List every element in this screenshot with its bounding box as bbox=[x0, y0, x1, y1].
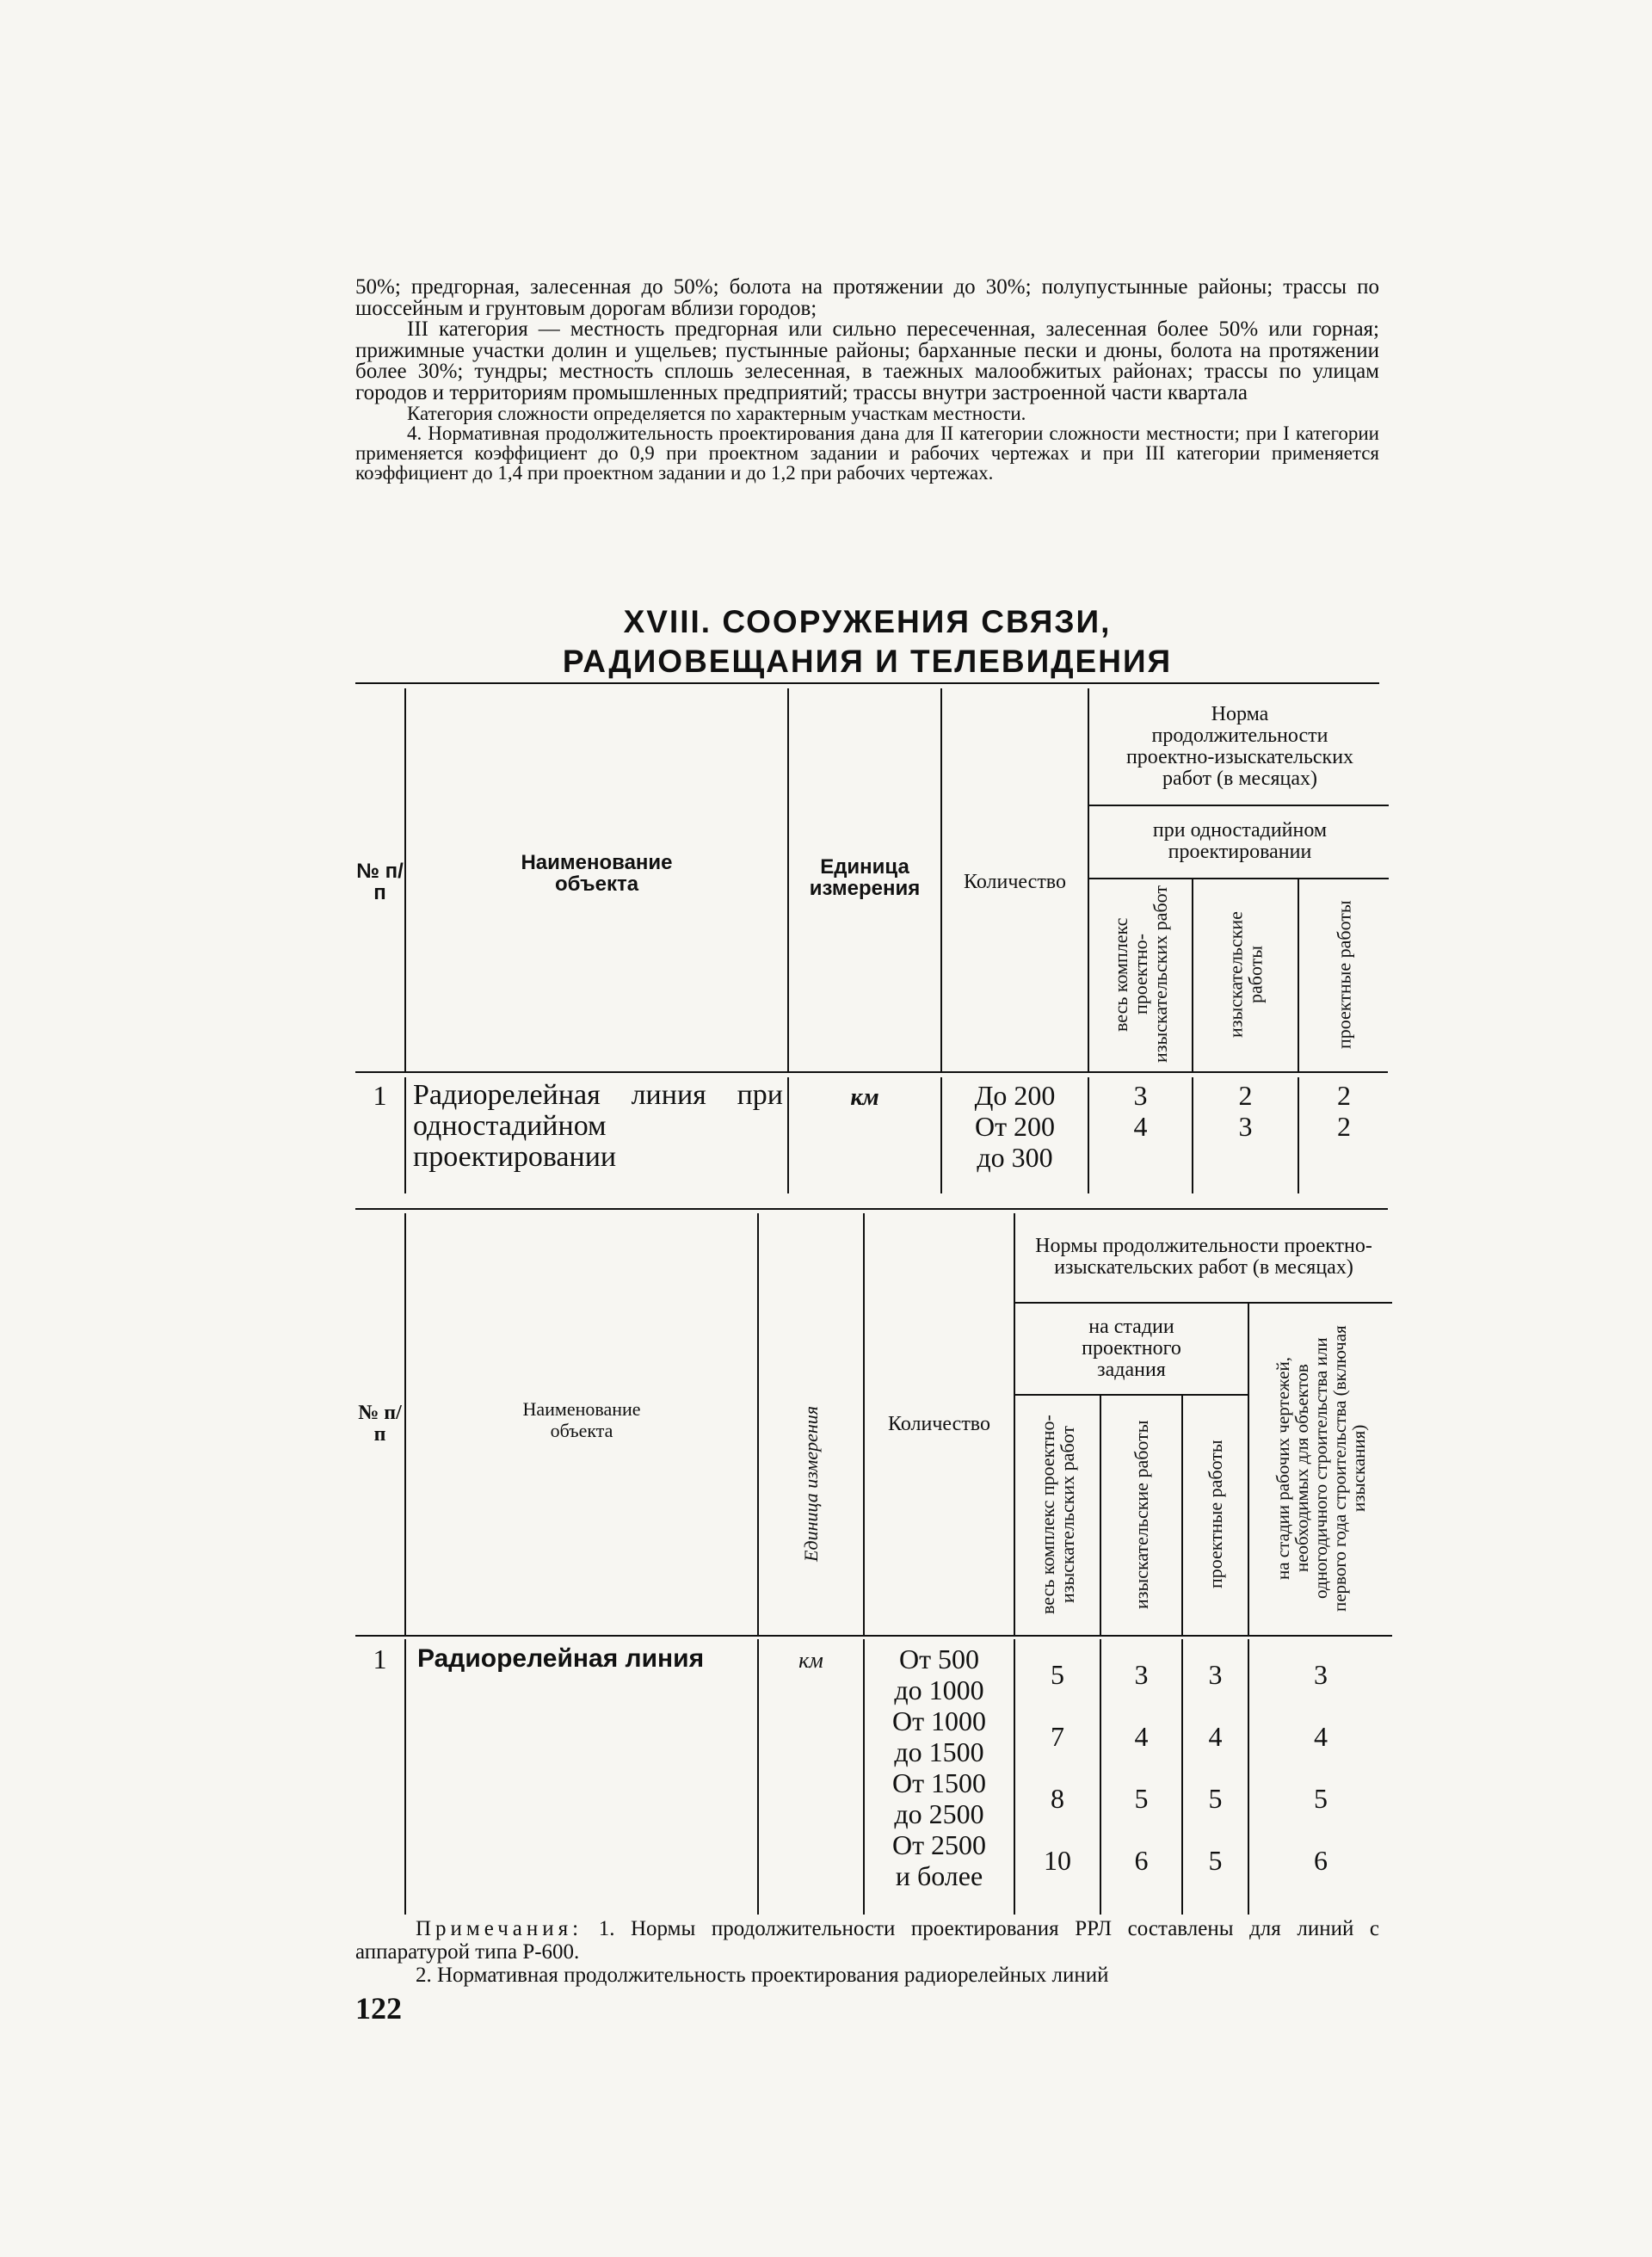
table-1-header-single-stage: при одностадийном проектировании bbox=[1152, 818, 1328, 863]
section-heading bbox=[355, 602, 1379, 681]
table-1-header-name: Наименование объекта bbox=[521, 851, 673, 896]
table-1-header-norm: Норма продолжительности проектно-изыскательских работ (в месяцах) bbox=[1125, 703, 1354, 790]
table-2-qty-list bbox=[865, 1643, 1014, 1891]
table-2-qty-2: От 1000 до 1500 bbox=[891, 1705, 987, 1767]
table-2-divider bbox=[404, 1639, 406, 1915]
table-1-design-2: 2 bbox=[1337, 1111, 1351, 1142]
table-1-all-2: 4 bbox=[1133, 1111, 1148, 1142]
note-2: 2. Нормативная продолжительность проектирования радиорелейных линий bbox=[416, 1964, 1109, 1987]
intro-paragraph-1: 50%; предгорная, залесенная до 50%; болота на протяжении до 30%; полупустынные районы; трассы по шоссейным и грунтовым дорогам вблизи городов; bbox=[355, 275, 1379, 320]
table-2-all-2: 7 bbox=[1051, 1721, 1064, 1752]
table-2-header-qty: Количество bbox=[888, 1412, 990, 1435]
table-2-header-stage: на стадии проектного задания bbox=[1082, 1316, 1181, 1381]
intro-text bbox=[355, 277, 1379, 483]
table-2-survey-2: 4 bbox=[1134, 1721, 1149, 1752]
table-1-all-1: 3 bbox=[1133, 1080, 1148, 1111]
table-1-survey-2: 3 bbox=[1238, 1111, 1253, 1142]
table-2-header-all-works: весь комплекс проектно-изыскательских работ bbox=[1037, 1415, 1078, 1614]
table-2-survey-4: 6 bbox=[1134, 1845, 1149, 1876]
table-2-all-1: 5 bbox=[1051, 1659, 1064, 1690]
table-2-all-list bbox=[1015, 1643, 1100, 1891]
table-2-qty-3: От 1500 до 2500 bbox=[891, 1767, 987, 1829]
table-1-row-num: 1 bbox=[373, 1080, 387, 1111]
table-2-divider bbox=[1014, 1302, 1392, 1304]
table-1-top-border bbox=[355, 682, 1379, 684]
table-2-header-norm: Нормы продолжительности проектно-изыскательских работ (в месяцах) bbox=[1035, 1235, 1372, 1279]
table-2-design-2: 4 bbox=[1208, 1721, 1223, 1752]
note-1-line bbox=[355, 1917, 1379, 1964]
table-2-header-working-drawings: на стадии рабочих чертежей, необходимых для объектов одногодичного строительства или первого года строительства (включая изыскания) bbox=[1273, 1325, 1369, 1612]
table-1-header-bottom bbox=[355, 1071, 1388, 1073]
table-1-divider bbox=[1088, 805, 1389, 806]
table-2-design-list bbox=[1183, 1643, 1248, 1891]
notes bbox=[355, 1917, 1379, 1987]
table-1-row-unit: км bbox=[850, 1084, 879, 1111]
table-2-row-unit: км bbox=[798, 1648, 823, 1673]
table-1-row-name: Радиорелейная линия при одностадийном проектировании bbox=[413, 1079, 783, 1173]
table-1-survey-1: 2 bbox=[1238, 1080, 1253, 1111]
table-2-divider bbox=[1014, 1394, 1248, 1396]
table-2-qty-1: От 500 до 1000 bbox=[894, 1643, 984, 1705]
table-1-design-1: 2 bbox=[1337, 1080, 1351, 1111]
table-2-all-3: 8 bbox=[1051, 1783, 1064, 1814]
notes-label: Примечания: bbox=[416, 1917, 583, 1940]
table-2-row-num: 1 bbox=[373, 1643, 387, 1674]
section-heading-line-1: XVIII. СООРУЖЕНИЯ СВЯЗИ, bbox=[623, 604, 1112, 639]
table-1-header-qty: Количество bbox=[964, 870, 1066, 893]
table-2-header-bottom bbox=[355, 1635, 1392, 1637]
table-2-working-1: 3 bbox=[1314, 1659, 1328, 1690]
table-2-working-3: 5 bbox=[1314, 1783, 1328, 1814]
table-2-header-unit: Единица измерения bbox=[800, 1406, 822, 1563]
table-1-header-unit: Единица измерения bbox=[809, 855, 921, 900]
table-1-qty-list bbox=[942, 1080, 1088, 1173]
table-1-design-list bbox=[1299, 1080, 1389, 1142]
table-2-survey-list bbox=[1101, 1643, 1181, 1891]
table-1-header-design: проектные работы bbox=[1333, 900, 1355, 1049]
table-1-header-num: № п/п bbox=[356, 860, 404, 904]
table-2-working-4: 6 bbox=[1314, 1845, 1328, 1876]
table-2-header-survey: изыскательские работы bbox=[1131, 1420, 1152, 1609]
table-2-working-2: 4 bbox=[1314, 1721, 1328, 1752]
table-1-header-survey: изыскательские работы bbox=[1224, 911, 1267, 1038]
table-2-working-list bbox=[1249, 1643, 1392, 1891]
note-1: 1. Нормы продолжительности проектирования РРЛ составлены для линий с аппаратурой типа Р-600. bbox=[355, 1917, 1380, 1964]
table-2-divider bbox=[757, 1639, 759, 1915]
intro-paragraph-2: III категория — местность предгорная или сильно пересеченная, залесенная более 50% или горная; прижимные участки долин и ущельев; пустынные районы; барханные пески и дюны, болота на протяжении более 30%; тундры; местность сплошь зелесенная, в таежных малообжитых районах; трассы по улицам городов и территориям промышленных предприятий; трассы внутри застроенной части квартала bbox=[355, 318, 1379, 404]
table-2-row-name: Радиорелейная линия bbox=[417, 1644, 705, 1673]
table-2-header-num: № п/п bbox=[358, 1402, 402, 1446]
table-1-all-list bbox=[1089, 1080, 1192, 1142]
table-2-qty-4: От 2500 и более bbox=[891, 1829, 987, 1891]
table-2-survey-3: 5 bbox=[1134, 1783, 1149, 1814]
page-number: 122 bbox=[355, 1991, 402, 2026]
intro-paragraph-4: 4. Нормативная продолжительность проектирования дана для II категории сложности местности; при I категории применяется коэффициент до 0,9 при проектном задании и рабочих чертежах и при III категории применяется коэффициент до 1,4 при проектном задании и до 1,2 при рабочих чертежах. bbox=[355, 422, 1379, 484]
table-2-top-border bbox=[355, 1208, 1388, 1210]
table-2-header-design: проектные работы bbox=[1205, 1440, 1226, 1589]
table-2-header-name: Наименование объекта bbox=[522, 1398, 641, 1441]
table-2-design-1: 3 bbox=[1208, 1659, 1223, 1690]
table-1-qty-2: От 200 до 300 bbox=[974, 1111, 1056, 1173]
table-1-divider bbox=[404, 1077, 406, 1193]
section-heading-line-2: РАДИОВЕЩАНИЯ И ТЕЛЕВИДЕНИЯ bbox=[562, 644, 1173, 679]
table-2-design-4: 5 bbox=[1208, 1845, 1223, 1876]
table-1-qty-1: До 200 bbox=[974, 1080, 1056, 1111]
table-1-survey-list bbox=[1193, 1080, 1298, 1142]
table-2-all-4: 10 bbox=[1044, 1845, 1071, 1876]
table-2-survey-1: 3 bbox=[1134, 1659, 1149, 1690]
table-1-divider bbox=[1088, 878, 1389, 879]
table-1-header-all-works: весь комплекс проектно-изыскательских работ bbox=[1110, 885, 1171, 1064]
table-2-design-3: 5 bbox=[1208, 1783, 1223, 1814]
intro-paragraph-3: Категория сложности определяется по характерным участкам местности. bbox=[407, 403, 1026, 424]
